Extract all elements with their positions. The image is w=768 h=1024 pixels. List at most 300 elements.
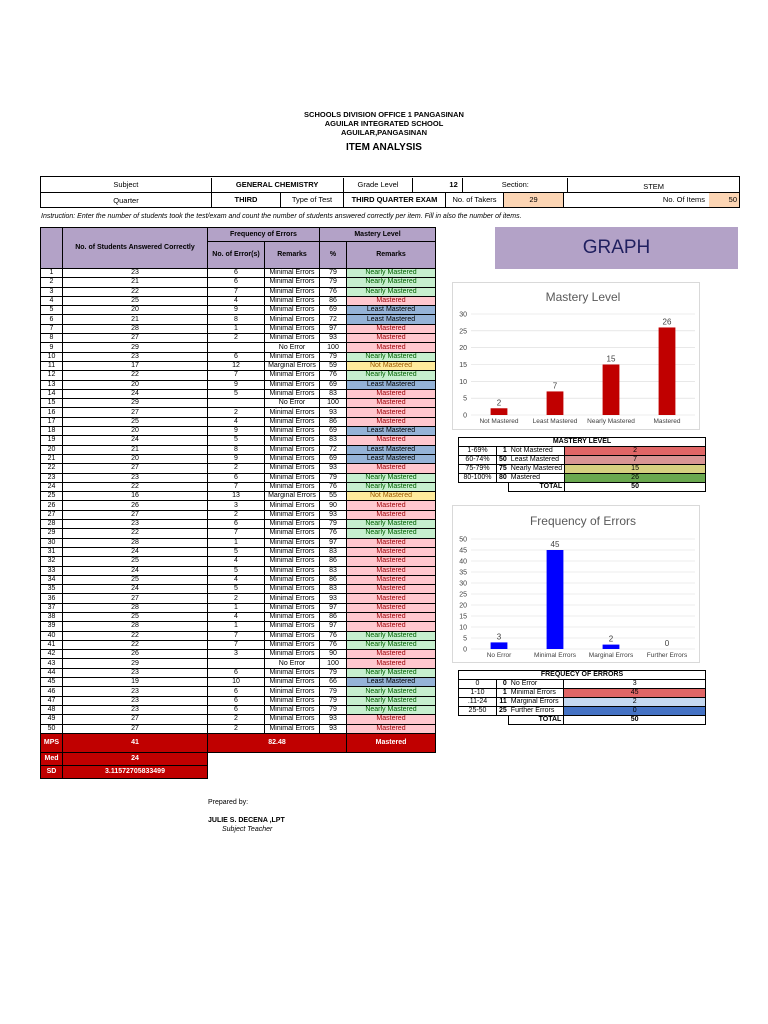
mastery-remark: Nearly Mastered [347, 278, 436, 287]
chart-title: Mastery Level [545, 290, 621, 304]
item-number: 49 [41, 715, 63, 724]
mastery-remark: Mastered [347, 399, 436, 408]
mastery-header: Mastery Level [320, 228, 436, 242]
table-row [41, 361, 436, 370]
takers-label: No. of Takers [445, 193, 503, 207]
item-number: 31 [41, 547, 63, 556]
error-count: 7 [208, 640, 265, 649]
percent: 100 [320, 399, 347, 408]
legend-min: 80 [497, 474, 509, 483]
answered-count: 28 [63, 324, 208, 333]
mastery-remark: Mastered [347, 659, 436, 668]
error-remark: Minimal Errors [265, 650, 320, 659]
error-remark: Minimal Errors [265, 557, 320, 566]
table-row [41, 687, 436, 696]
answered-count: 29 [63, 399, 208, 408]
percent: 59 [320, 361, 347, 370]
error-remark: Minimal Errors [265, 417, 320, 426]
percent: 76 [320, 631, 347, 640]
item-number: 12 [41, 371, 63, 380]
table-row [41, 287, 436, 296]
item-number: 19 [41, 436, 63, 445]
item-number: 38 [41, 612, 63, 621]
item-number: 16 [41, 408, 63, 417]
error-remark: Minimal Errors [265, 482, 320, 491]
instruction-text: Instruction: Enter the number of students took the test/exam and count the number of students answered correctly per item. Fill in also the number of items. [41, 213, 522, 220]
item-number: 30 [41, 538, 63, 547]
item-number: 37 [41, 603, 63, 612]
division-line: SCHOOLS DIVISION OFFICE 1 PANGASINAN [304, 110, 464, 119]
mastery-remark: Least Mastered [347, 454, 436, 463]
mastery-remark: Mastered [347, 566, 436, 575]
percent: 83 [320, 389, 347, 398]
legend-range: 80-100% [459, 474, 497, 483]
error-remark: Minimal Errors [265, 445, 320, 454]
item-number: 6 [41, 315, 63, 324]
table-row [41, 622, 436, 631]
table-row [41, 594, 436, 603]
percent: 83 [320, 436, 347, 445]
legend-count: 45 [564, 689, 706, 698]
error-count: 2 [208, 408, 265, 417]
answered-count: 23 [63, 520, 208, 529]
mastery-remark: Not Mastered [347, 492, 436, 501]
answered-count: 25 [63, 575, 208, 584]
answered-count: 20 [63, 380, 208, 389]
legend-min: 75 [497, 465, 509, 474]
error-remark: Minimal Errors [265, 380, 320, 389]
answered-count: 22 [63, 287, 208, 296]
error-remark: No Error [265, 343, 320, 352]
item-number: 27 [41, 510, 63, 519]
error-remark: Minimal Errors [265, 585, 320, 594]
x-tick-label: Not Mastered [479, 418, 519, 425]
percent: 97 [320, 324, 347, 333]
percent: 72 [320, 445, 347, 454]
percent-header: % [320, 242, 347, 269]
table-row [41, 315, 436, 324]
frequency-errors-chart [452, 505, 700, 663]
answered-count: 23 [63, 668, 208, 677]
legend-row [459, 474, 706, 483]
error-remark: Marginal Errors [265, 492, 320, 501]
answered-count: 25 [63, 612, 208, 621]
mastery-remark: Mastered [347, 510, 436, 519]
legend-count: 2 [564, 698, 706, 707]
error-remark: Minimal Errors [265, 631, 320, 640]
y-tick-label: 25 [459, 591, 467, 599]
grade-label: Grade Level [343, 178, 413, 192]
mastery-remark: Mastered [347, 538, 436, 547]
error-count: 2 [208, 334, 265, 343]
items-label: No. Of Items [563, 193, 709, 207]
percent: 76 [320, 529, 347, 538]
mastery-remark: Nearly Mastered [347, 352, 436, 361]
data-label: 2 [496, 398, 502, 408]
table-row [41, 427, 436, 436]
mastery-legend-table [458, 437, 706, 492]
percent: 93 [320, 408, 347, 417]
answered-count: 22 [63, 482, 208, 491]
error-remark: Minimal Errors [265, 334, 320, 343]
answered-count: 21 [63, 278, 208, 287]
percent: 79 [320, 473, 347, 482]
answered-count: 17 [63, 361, 208, 370]
error-count: 10 [208, 678, 265, 687]
table-row [41, 557, 436, 566]
y-tick-label: 10 [459, 378, 467, 386]
x-tick-label: Least Mastered [532, 418, 578, 425]
table-row [41, 566, 436, 575]
legend-count: 15 [565, 465, 706, 474]
table-row [41, 269, 436, 278]
x-tick-label: Mastered [653, 418, 681, 425]
percent: 79 [320, 668, 347, 677]
data-label: 7 [552, 381, 558, 391]
answered-count: 22 [63, 640, 208, 649]
error-remark: Minimal Errors [265, 278, 320, 287]
answered-count: 21 [63, 445, 208, 454]
item-number-header [41, 228, 63, 269]
percent: 93 [320, 724, 347, 733]
y-tick-label: 40 [459, 558, 467, 566]
item-number: 5 [41, 306, 63, 315]
answered-count: 28 [63, 538, 208, 547]
table-row [41, 501, 436, 510]
mastery-remark: Nearly Mastered [347, 371, 436, 380]
error-remark: Minimal Errors [265, 427, 320, 436]
table-row [41, 547, 436, 556]
percent: 79 [320, 269, 347, 278]
legend-range: 75-79% [459, 465, 497, 474]
frequency-legend-table [458, 670, 706, 725]
table-row [41, 343, 436, 352]
quarter-label: Quarter [113, 195, 139, 205]
y-tick-label: 5 [463, 395, 467, 403]
mastery-remark: Mastered [347, 603, 436, 612]
mastery-remark: Nearly Mastered [347, 640, 436, 649]
error-count: 4 [208, 557, 265, 566]
table-row [41, 389, 436, 398]
error-count: 6 [208, 668, 265, 677]
data-label: 26 [662, 317, 672, 327]
percent: 86 [320, 612, 347, 621]
error-count: 4 [208, 296, 265, 305]
mastery-remark: Mastered [347, 296, 436, 305]
x-tick-label: Nearly Mastered [587, 418, 635, 425]
mastery-remark: Mastered [347, 343, 436, 352]
percent: 90 [320, 650, 347, 659]
y-tick-label: 0 [463, 412, 467, 420]
table-row [41, 715, 436, 724]
item-number: 34 [41, 575, 63, 584]
item-number: 41 [41, 640, 63, 649]
table-row [41, 724, 436, 733]
legend-row [459, 689, 706, 698]
error-count: 13 [208, 492, 265, 501]
item-number: 35 [41, 585, 63, 594]
y-tick-label: 35 [459, 569, 467, 577]
error-remark: Minimal Errors [265, 668, 320, 677]
error-count: 1 [208, 324, 265, 333]
table-row [41, 399, 436, 408]
table-row [41, 668, 436, 677]
frequency-legend-title: FREQUECY OF ERRORS [459, 671, 706, 680]
answered-count: 20 [63, 306, 208, 315]
answered-count: 27 [63, 408, 208, 417]
mastery-remark: Nearly Mastered [347, 668, 436, 677]
error-remark: Minimal Errors [265, 306, 320, 315]
answered-count: 23 [63, 269, 208, 278]
legend-min: 0 [497, 680, 509, 689]
mastery-remark: Nearly Mastered [347, 529, 436, 538]
item-number: 10 [41, 352, 63, 361]
table-row [41, 612, 436, 621]
answered-count: 29 [63, 659, 208, 668]
errors-header: No. of Error(s) [208, 242, 265, 269]
item-number: 28 [41, 520, 63, 529]
section-label: Section: [462, 178, 567, 192]
sd-label: SD [41, 765, 63, 778]
remarks-header: Remarks [265, 242, 320, 269]
error-count: 7 [208, 371, 265, 380]
error-remark: Minimal Errors [265, 603, 320, 612]
table-row [41, 380, 436, 389]
legend-row [459, 707, 706, 716]
table-row [41, 510, 436, 519]
mastery-remark: Not Mastered [347, 361, 436, 370]
legend-category: Mastered [509, 474, 565, 483]
error-remark: Minimal Errors [265, 678, 320, 687]
error-count: 6 [208, 352, 265, 361]
y-tick-label: 15 [459, 362, 467, 369]
item-number: 4 [41, 296, 63, 305]
percent: 69 [320, 380, 347, 389]
table-row [41, 631, 436, 640]
error-count: 3 [208, 501, 265, 510]
error-count: 2 [208, 464, 265, 473]
legend-category: Minimal Errors [509, 689, 564, 698]
error-count: 2 [208, 715, 265, 724]
teacher-role: Subject Teacher [222, 826, 273, 833]
item-number: 48 [41, 705, 63, 714]
answered-count: 25 [63, 417, 208, 426]
legend-range: 60-74% [459, 456, 497, 465]
percent: 69 [320, 427, 347, 436]
answered-count: 24 [63, 585, 208, 594]
quarter-value: THIRD [211, 193, 280, 207]
mastery-remarks-header: Remarks [347, 242, 436, 269]
mastery-legend-title: MASTERY LEVEL [459, 438, 706, 447]
percent: 86 [320, 575, 347, 584]
x-tick-label: No Error [486, 652, 512, 659]
item-number: 42 [41, 650, 63, 659]
error-remark: Minimal Errors [265, 324, 320, 333]
answered-count: 24 [63, 436, 208, 445]
y-tick-label: 30 [459, 580, 467, 588]
answered-count: 23 [63, 705, 208, 714]
data-label: 2 [608, 634, 614, 644]
table-row [41, 705, 436, 714]
answered-count: 29 [63, 343, 208, 352]
answered-count: 25 [63, 296, 208, 305]
percent: 100 [320, 343, 347, 352]
legend-category: No Error [509, 680, 564, 689]
legend-count: 7 [565, 456, 706, 465]
y-tick-label: 45 [459, 547, 467, 555]
bar [547, 391, 564, 415]
mps-percent: 82.48 [208, 733, 347, 752]
y-tick-label: 5 [463, 635, 467, 643]
table-row [41, 417, 436, 426]
error-remark: Minimal Errors [265, 454, 320, 463]
y-tick-label: 20 [459, 345, 467, 353]
percent: 76 [320, 371, 347, 380]
y-tick-label: 25 [459, 328, 467, 336]
item-number: 15 [41, 399, 63, 408]
table-row [41, 296, 436, 305]
table-row [41, 659, 436, 668]
item-number: 1 [41, 269, 63, 278]
y-tick-label: 10 [459, 624, 467, 632]
exam-info-box [40, 176, 740, 208]
error-count: 1 [208, 622, 265, 631]
frequency-legend-total: 50 [564, 716, 706, 725]
mastery-remark: Nearly Mastered [347, 269, 436, 278]
x-tick-label: Minimal Errors [534, 652, 576, 659]
legend-category: Least Mastered [509, 456, 565, 465]
chart-title: Frequency of Errors [529, 514, 637, 528]
mastery-remark: Least Mastered [347, 380, 436, 389]
error-remark: Minimal Errors [265, 510, 320, 519]
item-number: 8 [41, 334, 63, 343]
data-label: 15 [606, 354, 616, 364]
answered-count: 20 [63, 427, 208, 436]
legend-row [459, 465, 706, 474]
table-row [41, 575, 436, 584]
address-line: AGUILAR,PANGASINAN [340, 128, 428, 137]
table-row [41, 306, 436, 315]
table-row [41, 436, 436, 445]
percent: 79 [320, 352, 347, 361]
error-count [208, 399, 265, 408]
table-row [41, 678, 436, 687]
bar [547, 550, 564, 649]
legend-row [459, 680, 706, 689]
percent: 55 [320, 492, 347, 501]
x-tick-label: Marginal Errors [588, 652, 634, 659]
percent: 93 [320, 334, 347, 343]
error-count: 4 [208, 417, 265, 426]
item-number: 32 [41, 557, 63, 566]
table-row [41, 454, 436, 463]
mastery-remark: Mastered [347, 715, 436, 724]
type-label: Type of Test [280, 193, 343, 207]
frequency-legend-total-label: TOTAL [509, 716, 564, 725]
error-count: 3 [208, 650, 265, 659]
error-remark: Minimal Errors [265, 687, 320, 696]
item-number: 11 [41, 361, 63, 370]
error-remark: Minimal Errors [265, 575, 320, 584]
error-count [208, 343, 265, 352]
error-count: 7 [208, 631, 265, 640]
answered-count: 27 [63, 594, 208, 603]
data-label: 3 [496, 632, 502, 642]
answered-count: 28 [63, 603, 208, 612]
data-label: 0 [664, 639, 670, 648]
error-count: 9 [208, 427, 265, 436]
error-count [208, 659, 265, 668]
mastery-remark: Mastered [347, 650, 436, 659]
table-row [41, 529, 436, 538]
error-remark: Minimal Errors [265, 352, 320, 361]
item-number: 2 [41, 278, 63, 287]
error-count: 12 [208, 361, 265, 370]
legend-range: .11-24 [459, 698, 497, 707]
percent: 79 [320, 278, 347, 287]
mastery-level-chart-svg [453, 283, 701, 431]
mps-remark: Mastered [347, 733, 436, 752]
error-count: 5 [208, 585, 265, 594]
percent: 93 [320, 594, 347, 603]
mastery-remark: Least Mastered [347, 306, 436, 315]
answered-count: 21 [63, 315, 208, 324]
error-count: 9 [208, 306, 265, 315]
error-remark: Marginal Errors [265, 361, 320, 370]
error-count: 2 [208, 594, 265, 603]
error-count: 6 [208, 473, 265, 482]
percent: 76 [320, 640, 347, 649]
percent: 79 [320, 705, 347, 714]
table-row [41, 473, 436, 482]
table-row [41, 585, 436, 594]
item-number: 50 [41, 724, 63, 733]
percent: 90 [320, 501, 347, 510]
legend-row [459, 456, 706, 465]
legend-row [459, 698, 706, 707]
mastery-remark: Mastered [347, 334, 436, 343]
item-number: 47 [41, 696, 63, 705]
item-number: 36 [41, 594, 63, 603]
y-tick-label: 30 [459, 311, 467, 319]
item-number: 14 [41, 389, 63, 398]
answered-count: 16 [63, 492, 208, 501]
item-number: 26 [41, 501, 63, 510]
percent: 76 [320, 287, 347, 296]
item-number: 13 [41, 380, 63, 389]
mastery-remark: Nearly Mastered [347, 520, 436, 529]
error-remark: No Error [265, 659, 320, 668]
frequency-header: Frequency of Errors [208, 228, 320, 242]
percent: 69 [320, 306, 347, 315]
answered-count: 22 [63, 371, 208, 380]
error-remark: Minimal Errors [265, 529, 320, 538]
legend-min: 25 [497, 707, 509, 716]
answered-count: 27 [63, 510, 208, 519]
answered-count: 20 [63, 454, 208, 463]
legend-count: 2 [565, 447, 706, 456]
error-remark: Minimal Errors [265, 389, 320, 398]
mastery-remark: Mastered [347, 622, 436, 631]
error-remark: Minimal Errors [265, 408, 320, 417]
table-row [41, 278, 436, 287]
data-label: 45 [550, 540, 560, 549]
x-tick-label: Further Errors [646, 652, 688, 659]
subject-value: GENERAL CHEMISTRY [211, 178, 343, 192]
mastery-remark: Nearly Mastered [347, 705, 436, 714]
error-count: 1 [208, 538, 265, 547]
answered-count: 27 [63, 464, 208, 473]
